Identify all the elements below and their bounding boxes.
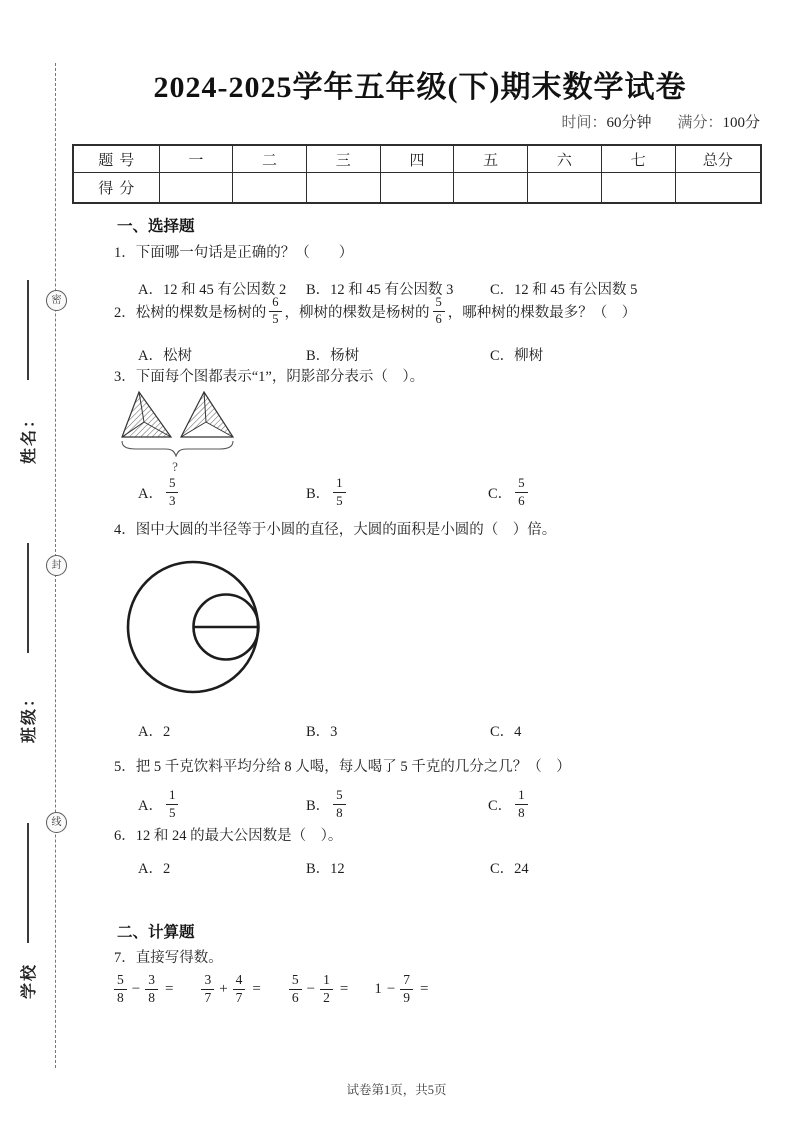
question-4-option-a: A．2	[138, 724, 171, 740]
question-2-option-c: C．柳树	[490, 348, 544, 364]
question-mark-label: ?	[172, 459, 178, 474]
question-3-option-a: A． $\frac{5}{3}$	[138, 474, 181, 510]
class-blank-line	[27, 543, 29, 653]
expression-2: $\frac{3}{7}$ + $\frac{4}{7}$ =	[199, 973, 260, 1005]
time-value: 60分钟	[606, 115, 652, 131]
school-label: 学校	[20, 963, 38, 1000]
question-1-option-b: B．12 和 45 有公因数 3	[306, 282, 454, 298]
seal-char-xian: 线	[46, 812, 67, 833]
score-table-header-cell: 七	[601, 145, 675, 173]
question-6-option-b: B．12	[306, 861, 345, 877]
circles-figure	[126, 559, 262, 695]
expression-4: 1 − $\frac{7}{9}$ =	[374, 972, 429, 1006]
score-table-header-cell: 二	[233, 145, 307, 173]
question-4-text: 4．图中大圆的半径等于小圆的直径，大圆的面积是小圆的（ ）倍。	[114, 522, 557, 538]
time-label: 时间：	[561, 115, 607, 131]
question-7-expressions	[112, 973, 429, 1005]
score-table-header-cell: 五	[454, 145, 528, 173]
score-table-header-cell: 总分	[675, 145, 761, 173]
exam-title: 2024-2025学年五年级(下)期末数学试卷	[153, 71, 687, 104]
score-table	[72, 144, 762, 204]
score-table-header-cell: 四	[380, 145, 454, 173]
score-empty-cell	[675, 173, 761, 204]
seal-char-feng: 封	[46, 555, 67, 576]
question-2-option-a: A．松树	[138, 348, 192, 364]
score-table-header-cell: 题号	[73, 145, 159, 173]
question-5-text: 5．把 5 千克饮料平均分给 8 人喝，每人喝了 5 千克的几分之几？（ ）	[114, 759, 571, 775]
score-empty-cell	[528, 173, 602, 204]
question-6-option-c: C．24	[490, 861, 529, 877]
expression-1: $\frac{5}{8}$ − $\frac{3}{8}$ =	[112, 973, 173, 1005]
score-empty-cell	[159, 173, 233, 204]
question-6-text: 6．12 和 24 的最大公因数是（ ）。	[114, 828, 343, 844]
question-1-option-c: C．12 和 45 有公因数 5	[490, 282, 638, 298]
fraction: $\frac{5}{6}$	[433, 296, 445, 326]
question-5-option-c: C． $\frac{1}{8}$	[488, 786, 531, 822]
question-3-option-c: C． $\frac{5}{6}$	[488, 474, 531, 510]
class-label: 班级：	[20, 689, 38, 744]
section-2-title: 二、计算题	[117, 924, 195, 941]
name-label: 姓名：	[20, 410, 38, 465]
question-6-option-a: A．2	[138, 861, 171, 877]
score-empty-cell	[380, 173, 454, 204]
question-1-option-a: A．12 和 45 有公因数 2	[138, 282, 287, 298]
fraction: $\frac{6}{5}$	[269, 296, 281, 326]
score-empty-cell	[306, 173, 380, 204]
question-1-text: 1．下面哪一句话是正确的？（ ）	[114, 245, 354, 261]
question-3-option-b: B． $\frac{1}{5}$	[306, 474, 349, 510]
expression-3: $\frac{5}{6}$ − $\frac{1}{2}$ =	[287, 973, 348, 1005]
page-footer: 试卷第1页，共5页	[346, 1083, 447, 1097]
score-empty-cell	[454, 173, 528, 204]
shaded-triangles-figure	[110, 388, 245, 476]
name-blank-line	[27, 280, 29, 380]
question-2-option-b: B．杨树	[306, 348, 360, 364]
question-7-text: 7．直接写得数。	[114, 950, 223, 966]
fullscore-value: 100分	[722, 115, 760, 131]
score-table-header-cell: 三	[306, 145, 380, 173]
question-5-option-a: A． $\frac{1}{5}$	[138, 786, 181, 822]
fullscore-label: 满分：	[677, 115, 723, 131]
score-empty-cell	[601, 173, 675, 204]
question-5-option-b: B． $\frac{5}{8}$	[306, 786, 349, 822]
score-table-header-cell: 一	[159, 145, 233, 173]
score-row-label: 得分	[73, 173, 159, 204]
section-1-title: 一、选择题	[117, 218, 195, 235]
question-4-option-b: B．3	[306, 724, 338, 740]
exam-meta	[561, 111, 760, 132]
score-empty-cell	[233, 173, 307, 204]
seal-char-mi: 密	[46, 290, 67, 311]
question-4-option-c: C．4	[490, 724, 522, 740]
question-2-text: 2．松树的棵数是杨树的 $\frac{6}{5}$ ，柳树的棵数是杨树的 $\frac{5}{6}$ ，哪种树的棵数最多？（ ）	[114, 294, 637, 326]
brace	[122, 441, 233, 456]
score-table-header-cell: 六	[528, 145, 602, 173]
question-3-text: 3．下面每个图都表示“1”，阴影部分表示（ ）。	[114, 369, 425, 385]
